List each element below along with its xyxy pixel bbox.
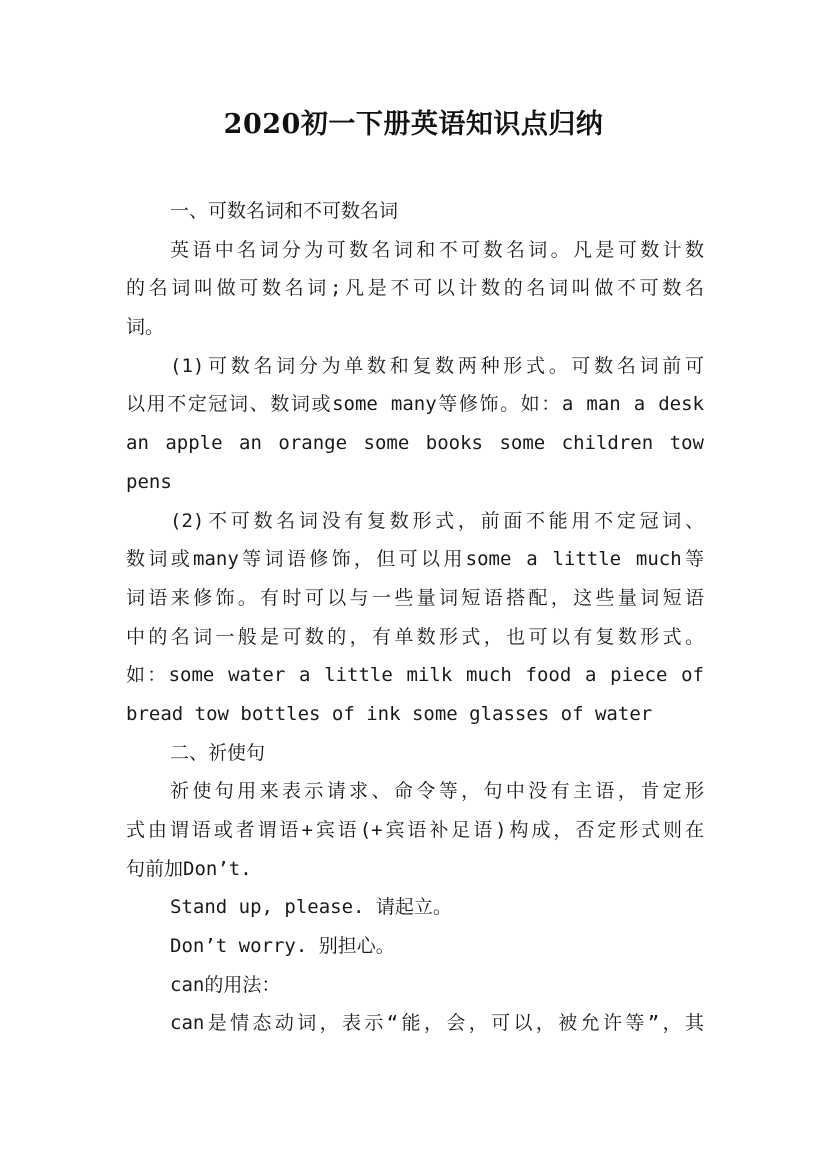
text-line: can是情态动词，表示“能，会，可以，被允许等”，其 [170,1012,704,1035]
text-line: 英语中名词分为可数名词和不可数名词。凡是可数计数 [170,238,704,261]
text-line: an apple an orange some books some children tow [126,432,704,455]
text-line: Stand up, please. 请起立。 [170,896,452,919]
text-line: (1)可数名词分为单数和复数两种形式。可数名词前可 [170,354,704,377]
text-line: pens [126,470,172,493]
text-line: 句前加Don’t. [126,857,252,880]
text-line: 祈使句用来表示请求、命令等，句中没有主语，肯定形 [170,780,704,803]
text-line: Don’t worry. 别担心。 [170,935,395,958]
text-line: 一、可数名词和不可数名词 [170,200,399,222]
text-line: 中的名词一般是可数的，有单数形式，也可以有复数形式。 [126,625,704,648]
text-line: 式由谓语或者谓语+宾语(+宾语补足语)构成，否定形式则在 [126,819,704,841]
text-line: (2)不可数名词没有复数形式，前面不能用不定冠词、 [170,509,704,532]
text-line: 的名词叫做可数名词;凡是不可以计数的名词叫做不可数名 [126,277,704,300]
text-line: bread tow bottles of ink some glasses of water [126,702,653,725]
text-line: can的用法： [170,973,281,996]
text-line: 如：some water a little milk much food a piece of [126,664,704,687]
text-line: 以用不定冠词、数词或some many等修饰。如：a man a desk [126,393,704,416]
document-title: 2020初一下册英语知识点归纳 [223,109,604,140]
text-line: 二、祈使句 [170,741,266,764]
text-line: 词。 [126,316,165,339]
document-body [126,192,704,1043]
text-line: 词语来修饰。有时可以与一些量词短语搭配，这些量词短语 [126,586,704,609]
text-line: 数词或many等词语修饰，但可以用some a little much等 [126,548,704,571]
